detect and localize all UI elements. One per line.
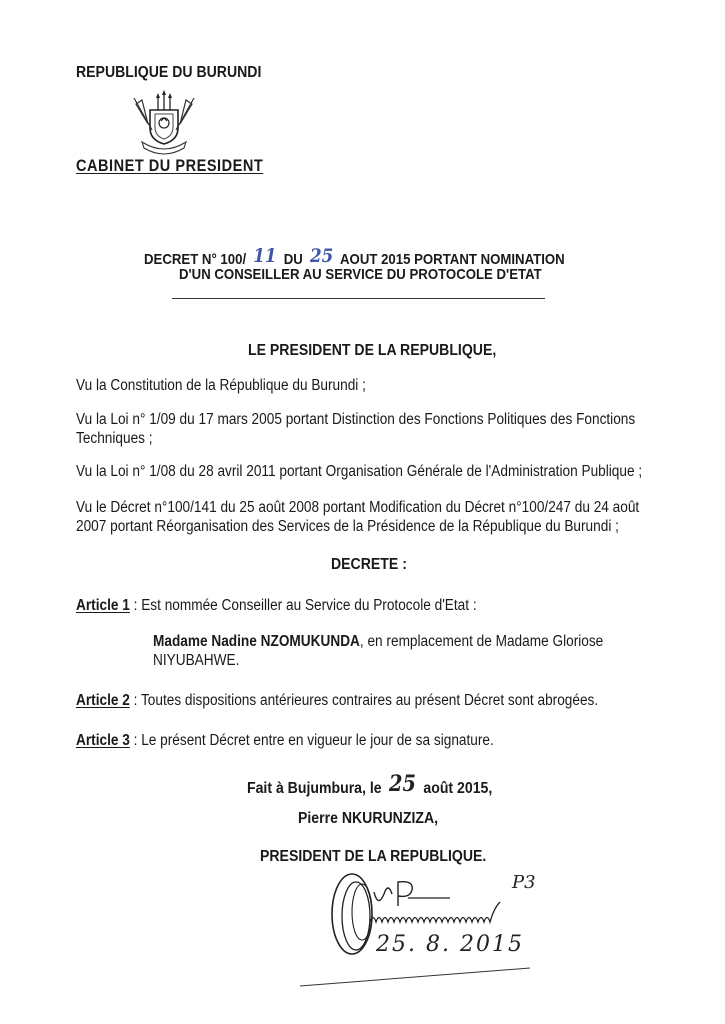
place-prefix: Fait à Bujumbura, le — [247, 780, 382, 797]
decree-day-handwritten: 25 — [310, 245, 334, 267]
decree-number-handwritten: 11 — [253, 245, 277, 267]
article-2-text: : Toutes dispositions antérieures contraires au présent Décret sont abrogées. — [133, 692, 599, 709]
consideration-4-line2: 2007 portant Réorganisation des Services de la Présidence de la République du Burundi ; — [76, 518, 619, 535]
decree-title-line1 — [144, 245, 565, 268]
article-2 — [76, 691, 598, 710]
nominee-name: Madame Nadine NZOMUKUNDA — [153, 633, 360, 650]
article-2-label: Article 2 — [76, 692, 130, 709]
nominee-rest: , en remplacement de Madame Gloriose — [359, 633, 604, 650]
signer-title: PRESIDENT DE LA REPUBLIQUE. — [260, 848, 487, 865]
decree-title-du: DU — [283, 251, 303, 268]
article-3-label: Article 3 — [76, 732, 130, 749]
place-date-line — [247, 771, 492, 798]
decree-title-prefix: DECRET N° 100/ — [144, 251, 247, 268]
republic-heading: REPUBLIQUE DU BURUNDI — [76, 64, 262, 81]
sign-day-handwritten: 25 — [389, 771, 416, 797]
article-1-text: : Est nommée Conseiller au Service du Protocole d'Etat : — [133, 597, 477, 614]
president-heading: LE PRESIDENT DE LA REPUBLIQUE, — [248, 342, 497, 359]
cabinet-heading: CABINET DU PRESIDENT — [76, 157, 264, 175]
consideration-4-line1: Vu le Décret n°100/141 du 25 août 2008 portant Modification du Décret n°100/247 du 24 août — [76, 499, 640, 516]
decree-title-line2: D'UN CONSEILLER AU SERVICE DU PROTOCOLE D'ETAT — [179, 266, 542, 283]
consideration-2-line1: Vu la Loi n° 1/09 du 17 mars 2005 portant Distinction des Fonctions Politiques des Fonctions — [76, 411, 636, 428]
decrete-heading: DECRETE : — [331, 556, 407, 573]
consideration-2-line2: Techniques ; — [76, 430, 153, 447]
signer-name: Pierre NKURUNZIZA, — [298, 810, 439, 827]
article-1-label: Article 1 — [76, 597, 130, 614]
handwritten-date: 25. 8. 2015 — [376, 932, 524, 957]
article-1 — [76, 596, 477, 615]
nominee-line1 — [153, 632, 603, 651]
consideration-3: Vu la Loi n° 1/08 du 28 avril 2011 portant Organisation Générale de l'Administration Publique ; — [76, 463, 643, 480]
title-divider — [172, 298, 545, 299]
article-3 — [76, 731, 494, 750]
decree-title-rest: AOUT 2015 PORTANT NOMINATION — [340, 251, 565, 268]
coat-of-arms-icon — [128, 90, 200, 156]
consideration-1: Vu la Constitution de la République du Burundi ; — [76, 377, 366, 394]
article-3-text: : Le présent Décret entre en vigueur le jour de sa signature. — [133, 732, 494, 749]
nominee-line2: NIYUBAHWE. — [153, 652, 240, 669]
signature-initials: P3 — [512, 872, 536, 893]
date-suffix: août 2015, — [423, 780, 493, 797]
